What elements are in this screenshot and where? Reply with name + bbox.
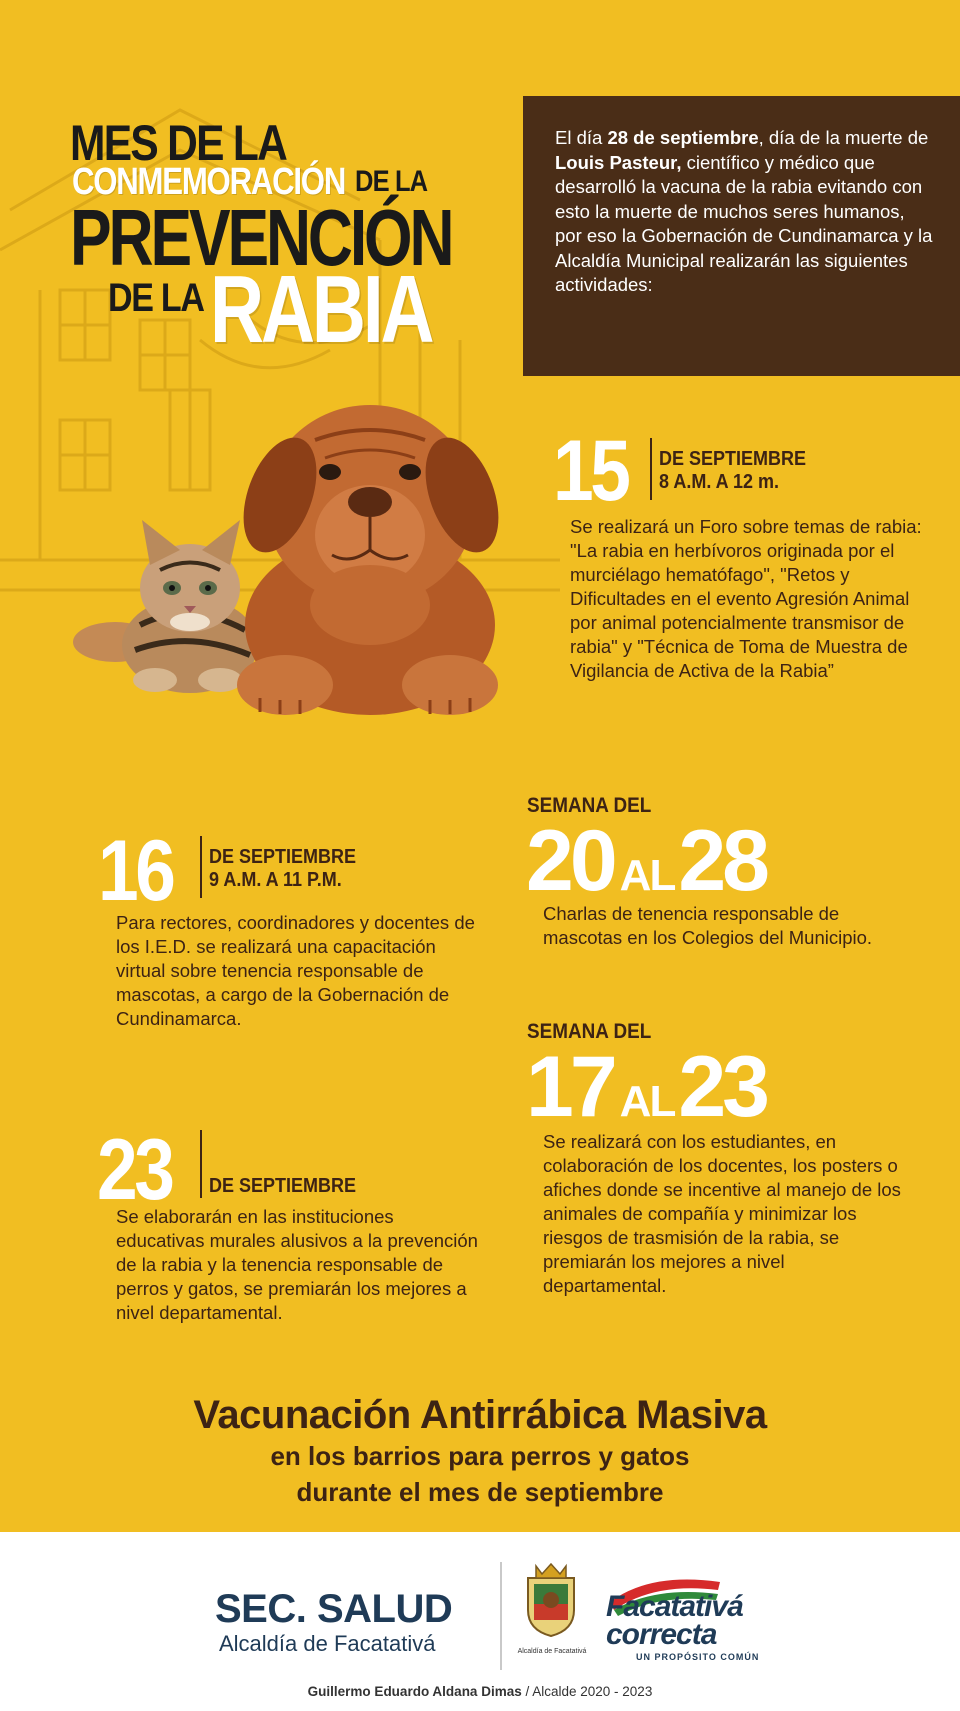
- intro-text-2: , día de la muerte de: [758, 127, 929, 148]
- title-line-2a: CONMEMORACIÓN: [72, 161, 346, 203]
- seal-label: Alcaldía de Facatativá: [517, 1648, 587, 1655]
- mayor-role: Alcalde 2020 - 2023: [532, 1684, 653, 1699]
- footer-divider: [500, 1562, 502, 1670]
- title-line-5: RABIA: [210, 256, 432, 363]
- event-day-15: 15: [553, 423, 628, 519]
- event-time: 8 A.M. A 12 m.: [659, 471, 780, 493]
- closing-headline: Vacunación Antirrábica Masiva: [193, 1393, 767, 1437]
- week-label: SEMANA DEL: [527, 794, 652, 817]
- week-range: [526, 813, 766, 909]
- intro-text-3: científico y médico que desarrolló la vacuna de la rabia evitando con esto la muerte de muchos seres humanos, por eso la Gobernación de Cundinamarca y la Alcaldía Municipal realizarán las siguientes actividades:: [555, 151, 933, 295]
- event-description: Se elaborarán en las instituciones educativas murales alusivos a la prevención de la rabia y la tenencia responsable de perros y gatos, se premiarán los mejores a nivel departamental.: [116, 1206, 478, 1323]
- org-name: SEC. SALUD: [215, 1587, 453, 1631]
- footer: [0, 1532, 960, 1711]
- title-line-3: PREVENCIÓN: [70, 193, 452, 282]
- event-description: Se realizará un Foro sobre temas de rabia: "La rabia en herbívoros originada por el murciélago hematófago", "Retos y Dificultades en el evento Agresión Animal por animal potencialmente transmisor de rabia" y "Técnica de Toma de Muestra de Vigilancia de Activa de la Rabia”: [570, 516, 922, 681]
- brand-tagline: UN PROPÓSITO COMÚN: [636, 1652, 760, 1662]
- closing-line-2: en los barrios para perros y gatos: [270, 1441, 690, 1471]
- week-description: Se realizará con los estudiantes, en colaboración de los docentes, los posters o afiches donde se incentive al manejo de los animales de compañía y minimizar los riesgos de trasmisión de la rabia, se premiarán los mejores a nivel departamental.: [543, 1131, 901, 1296]
- title-line-1: MES DE LA: [70, 115, 287, 171]
- week-description: Charlas de tenencia responsable de mascotas en los Colegios del Municipio.: [543, 903, 873, 948]
- mayor-separator: /: [521, 1684, 533, 1699]
- week-from: 17: [526, 1039, 614, 1135]
- event-divider: [200, 836, 202, 898]
- event-day-16: 16: [98, 823, 173, 919]
- org-subtitle: Alcaldía de Facatativá: [219, 1631, 436, 1656]
- municipal-seal-icon: [520, 1560, 582, 1638]
- week-connector: AL: [619, 1077, 675, 1126]
- week-to: 28: [678, 813, 766, 909]
- week-range: [526, 1039, 766, 1135]
- event-month: DE SEPTIEMBRE: [209, 846, 357, 868]
- week-from: 20: [526, 813, 614, 909]
- week-to: 23: [678, 1039, 766, 1135]
- event-divider: [200, 1130, 202, 1198]
- event-month: DE SEPTIEMBRE: [209, 1175, 357, 1197]
- event-month: DE SEPTIEMBRE: [659, 448, 807, 470]
- event-day-23: 23: [97, 1122, 172, 1218]
- intro-text-1: El día: [555, 127, 608, 148]
- event-divider: [650, 438, 652, 500]
- event-description: Para rectores, coordinadores y docentes de los I.E.D. se realizará una capacitación virtual sobre tenencia responsable de mascotas, a cargo de la Gobernación de Cundinamarca.: [116, 912, 475, 1029]
- brand-line-1: Facatativá: [606, 1590, 743, 1623]
- week-label: SEMANA DEL: [527, 1020, 652, 1043]
- mayor-name: Guillermo Eduardo Aldana Dimas: [307, 1684, 522, 1699]
- intro-box: [523, 96, 960, 376]
- intro-person: Louis Pasteur,: [555, 151, 682, 173]
- closing-line-3: durante el mes de septiembre: [296, 1477, 664, 1507]
- mayor-credit: [0, 1684, 960, 1699]
- week-connector: AL: [619, 851, 675, 900]
- intro-date: 28 de septiembre: [607, 127, 759, 148]
- event-time: 9 A.M. A 11 P.M.: [209, 869, 342, 891]
- title-line-2b: DE LA: [355, 165, 428, 198]
- title-line-4: DE LA: [108, 276, 204, 320]
- brand-line-2: correcta: [606, 1618, 717, 1651]
- puppy-and-kitten-illustration: [70, 380, 540, 725]
